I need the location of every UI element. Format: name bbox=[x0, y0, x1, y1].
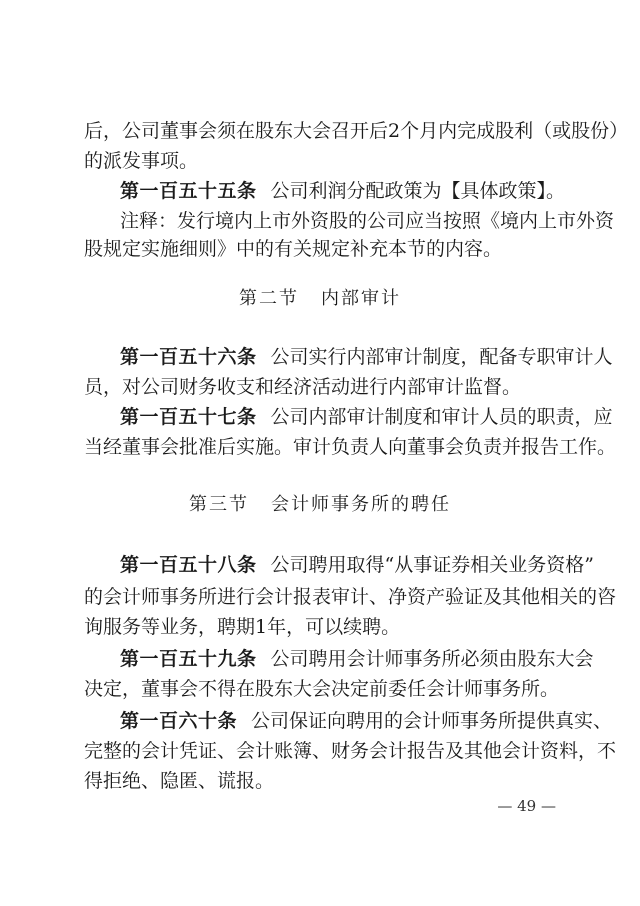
section-heading bbox=[0, 286, 640, 312]
body-line: 得拒绝、隐匿、谎报。 bbox=[84, 770, 275, 792]
article-text: 公司内部审计制度和审计人员的职责，应 bbox=[270, 406, 613, 428]
article-159 bbox=[120, 646, 594, 672]
body-line: 的会计师事务所进行会计报表审计、净资产验证及其他相关的咨 bbox=[84, 586, 617, 608]
article-157 bbox=[120, 404, 613, 430]
note-line: 注释：发行境内上市外资股的公司应当按照《境内上市外资 bbox=[120, 210, 615, 232]
section-number: 第二节 bbox=[239, 288, 299, 309]
article-number: 第一百五十八条 bbox=[120, 554, 257, 576]
body-line: 决定，董事会不得在股东大会决定前委任会计师事务所。 bbox=[84, 678, 560, 700]
body-line: 询服务等业务，聘期1年，可以续聘。 bbox=[84, 616, 401, 638]
article-number: 第一百五十五条 bbox=[120, 180, 257, 202]
body-line: 完整的会计凭证、会计账簿、财务会计报告及其他会计资料，不 bbox=[84, 740, 617, 762]
body-line: 的派发事项。 bbox=[84, 150, 199, 172]
article-160 bbox=[120, 708, 613, 734]
body-line: 后，公司董事会须在股东大会召开后2个月内完成股利（或股份） bbox=[84, 120, 629, 142]
article-158 bbox=[120, 552, 594, 578]
article-text: 公司利润分配政策为【具体政策】。 bbox=[270, 180, 566, 202]
article-number: 第一百五十九条 bbox=[120, 648, 257, 670]
note-line: 股规定实施细则》中的有关规定补充本节的内容。 bbox=[84, 238, 503, 260]
body-line: 当经董事会批准后实施。审计负责人向董事会负责并报告工作。 bbox=[84, 436, 617, 458]
section-heading bbox=[0, 492, 640, 518]
article-text: 公司实行内部审计制度，配备专职审计人 bbox=[270, 346, 613, 368]
body-line: 员，对公司财务收支和经济活动进行内部审计监督。 bbox=[84, 376, 522, 398]
section-title: 会计师事务所的聘任 bbox=[271, 494, 451, 515]
page-number: — 49 — bbox=[497, 797, 556, 815]
section-number: 第三节 bbox=[189, 494, 249, 515]
article-number: 第一百六十条 bbox=[120, 710, 238, 732]
article-text: 公司聘用会计师事务所必须由股东大会 bbox=[270, 648, 594, 670]
section-title: 内部审计 bbox=[321, 288, 401, 309]
article-number: 第一百五十七条 bbox=[120, 406, 257, 428]
article-text: 公司聘用取得“从事证券相关业务资格” bbox=[270, 554, 594, 576]
article-number: 第一百五十六条 bbox=[120, 346, 257, 368]
article-text: 公司保证向聘用的会计师事务所提供真实、 bbox=[251, 710, 613, 732]
article-155 bbox=[120, 178, 566, 204]
article-156 bbox=[120, 344, 613, 370]
